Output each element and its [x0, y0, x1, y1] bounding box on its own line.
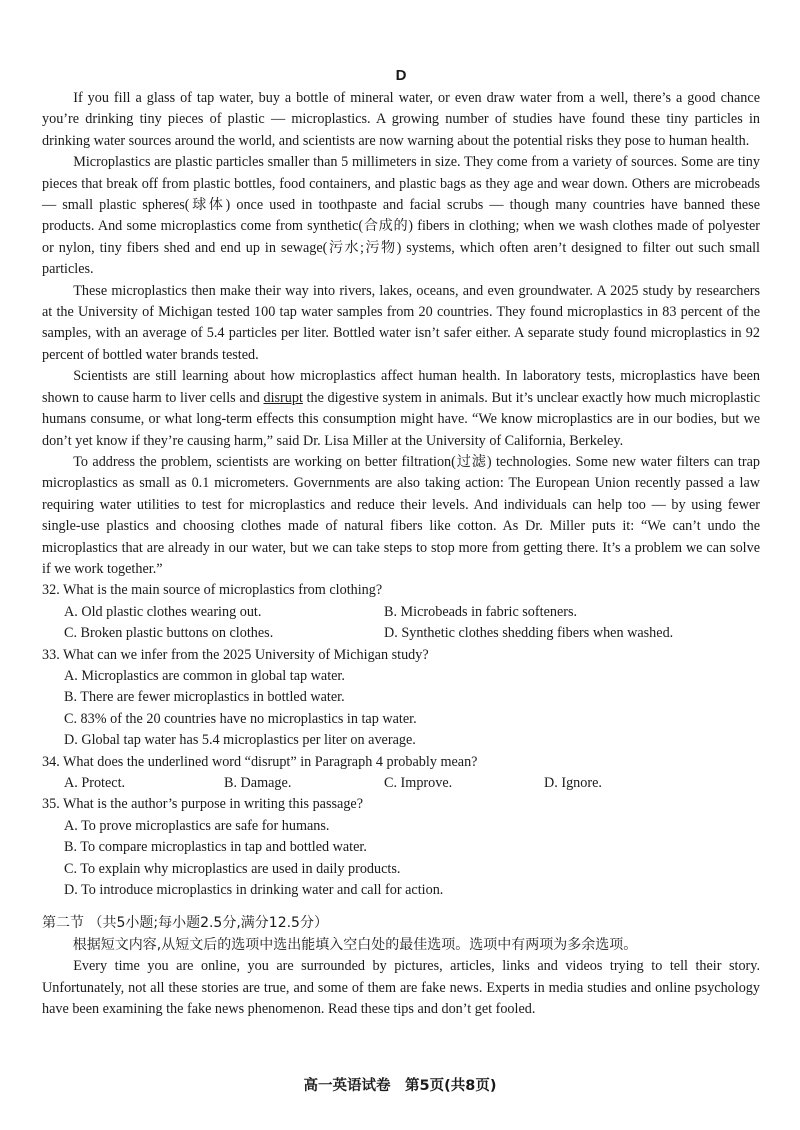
option-a: A. Protect. [64, 775, 126, 791]
option-b: B. To compare microplastics in tap and bottled water. [64, 839, 367, 856]
question-stem: 33. What can we infer from the 2025 University of Michigan study? [42, 646, 429, 663]
question-34 [42, 752, 760, 795]
paragraph-3: These microplastics then make their way into rivers, lakes, oceans, and even groundwater. A 2025 study by researchers at the University of Michigan tested 100 tap water samples from 20 countries. They found microplastics in 83 percent of the samples, with an average of 5.4 particles per liter. Bottled water isn’t safer either. A separate study found microplastics in 92 percent of bottled water brands tested. [42, 282, 760, 363]
option-b: B. Microbeads in fabric softeners. [384, 603, 578, 620]
paragraph-2: Microplastics are plastic particles smaller than 5 millimeters in size. They come from a variety of sources. Some are tiny pieces that break off from plastic bottles, food containers, and plastic bags as they age and wear down. Others are microbeads — small plastic spheres(球体) once used in toothpaste and facial scrubs — though many countries have banned these products. And some microplastics come from synthetic(合成的) fibers in clothing; when we wash clothes made of polyester or nylon, tiny fibers shed and end up in sewage(污水;污物) systems, which often aren’t designed to filter out such small particles. [42, 154, 760, 278]
option-b: B. Damage. [224, 775, 292, 791]
option-d: D. To introduce microplastics in drinking water and call for action. [64, 882, 444, 899]
passage-letter: D [395, 67, 407, 84]
option-a: A. Microplastics are common in global tap water. [64, 667, 345, 684]
question-stem: 32. What is the main source of microplastics from clothing? [42, 582, 383, 599]
page-footer: 高一英语试卷 第5页(共8页) [303, 1078, 497, 1094]
option-c: C. Improve. [384, 775, 453, 791]
option-d: D. Global tap water has 5.4 microplastics per liter on average. [64, 732, 416, 749]
section-2-paragraph: Every time you are online, you are surrounded by pictures, articles, links and videos trying to tell their story. Unfortunately, not all these stories are true, and some of them are fake news. Experts in media studies and online psychology have been examining the fake news phenomenon. Read these tips and don’t get fooled. [42, 958, 760, 1018]
paragraph-4 [42, 366, 760, 452]
section-2-title: 第二节 （共5小题;每小题2.5分,满分12.5分） [42, 915, 328, 932]
option-c: C. Broken plastic buttons on clothes. [64, 625, 274, 642]
section-2 [42, 913, 760, 1020]
questions [42, 580, 760, 901]
option-d: D. Ignore. [544, 775, 602, 791]
option-a: A. Old plastic clothes wearing out. [64, 603, 262, 620]
question-32 [42, 580, 760, 644]
question-33 [42, 645, 760, 752]
paragraph-5: To address the problem, scientists are working on better filtration(过滤) technologies. Some new water filters can trap microplastics as small as 0.1 micrometers. Governments are also taking action: The European Union recently passed a law requiring water utilities to test for microplastics and reduce their levels. And individuals can help too — by using fewer single-use plastics and choosing clothes made of natural fibers like cotton. As Dr. Miller puts it: “We can’t undo the microplastics that are already in our water, but we can take steps to stop more from getting there. It’s a problem we can solve if we work together.” [42, 453, 760, 577]
paragraph-4-text-a: Scientists are still learning about how microplastics affect human health. In laboratory tests, microplastics have been shown to cause harm to liver cells and [42, 368, 760, 406]
option-c: C. To explain why microplastics are used in daily products. [64, 860, 401, 877]
option-d: D. Synthetic clothes shedding fibers when washed. [384, 625, 674, 642]
section-2-instruction: 根据短文内容,从短文后的选项中选出能填入空白处的最佳选项。选项中有两项为多余选项。 [72, 936, 638, 953]
exam-page [42, 66, 760, 1020]
question-stem: 34. What does the underlined word “disrupt” in Paragraph 4 probably mean? [42, 753, 478, 770]
underlined-word: disrupt [263, 389, 303, 406]
paragraph-1: If you fill a glass of tap water, buy a bottle of mineral water, or even draw water from a well, there’s a good chance you’re drinking tiny pieces of plastic — microplastics. A growing number of studies have found these tiny particles in drinking water sources around the world, and scientists are now warning about the potential risks they pose to human health. [42, 90, 760, 149]
question-stem: 35. What is the author’s purpose in writing this passage? [42, 796, 364, 813]
paragraph-4-text-b: the digestive system in animals. But it’s unclear exactly how much microplastic humans consume, or what long-term effects this consumption might have. “We know microplastics are in our bodies, but we don’t yet know if they’re causing harm,” said Dr. Lisa Miller at the University of California, Berkeley. [42, 389, 760, 449]
option-c: C. 83% of the 20 countries have no microplastics in tap water. [64, 710, 417, 727]
question-35 [42, 794, 760, 901]
option-a: A. To prove microplastics are safe for humans. [64, 817, 330, 834]
option-b: B. There are fewer microplastics in bottled water. [64, 689, 345, 706]
